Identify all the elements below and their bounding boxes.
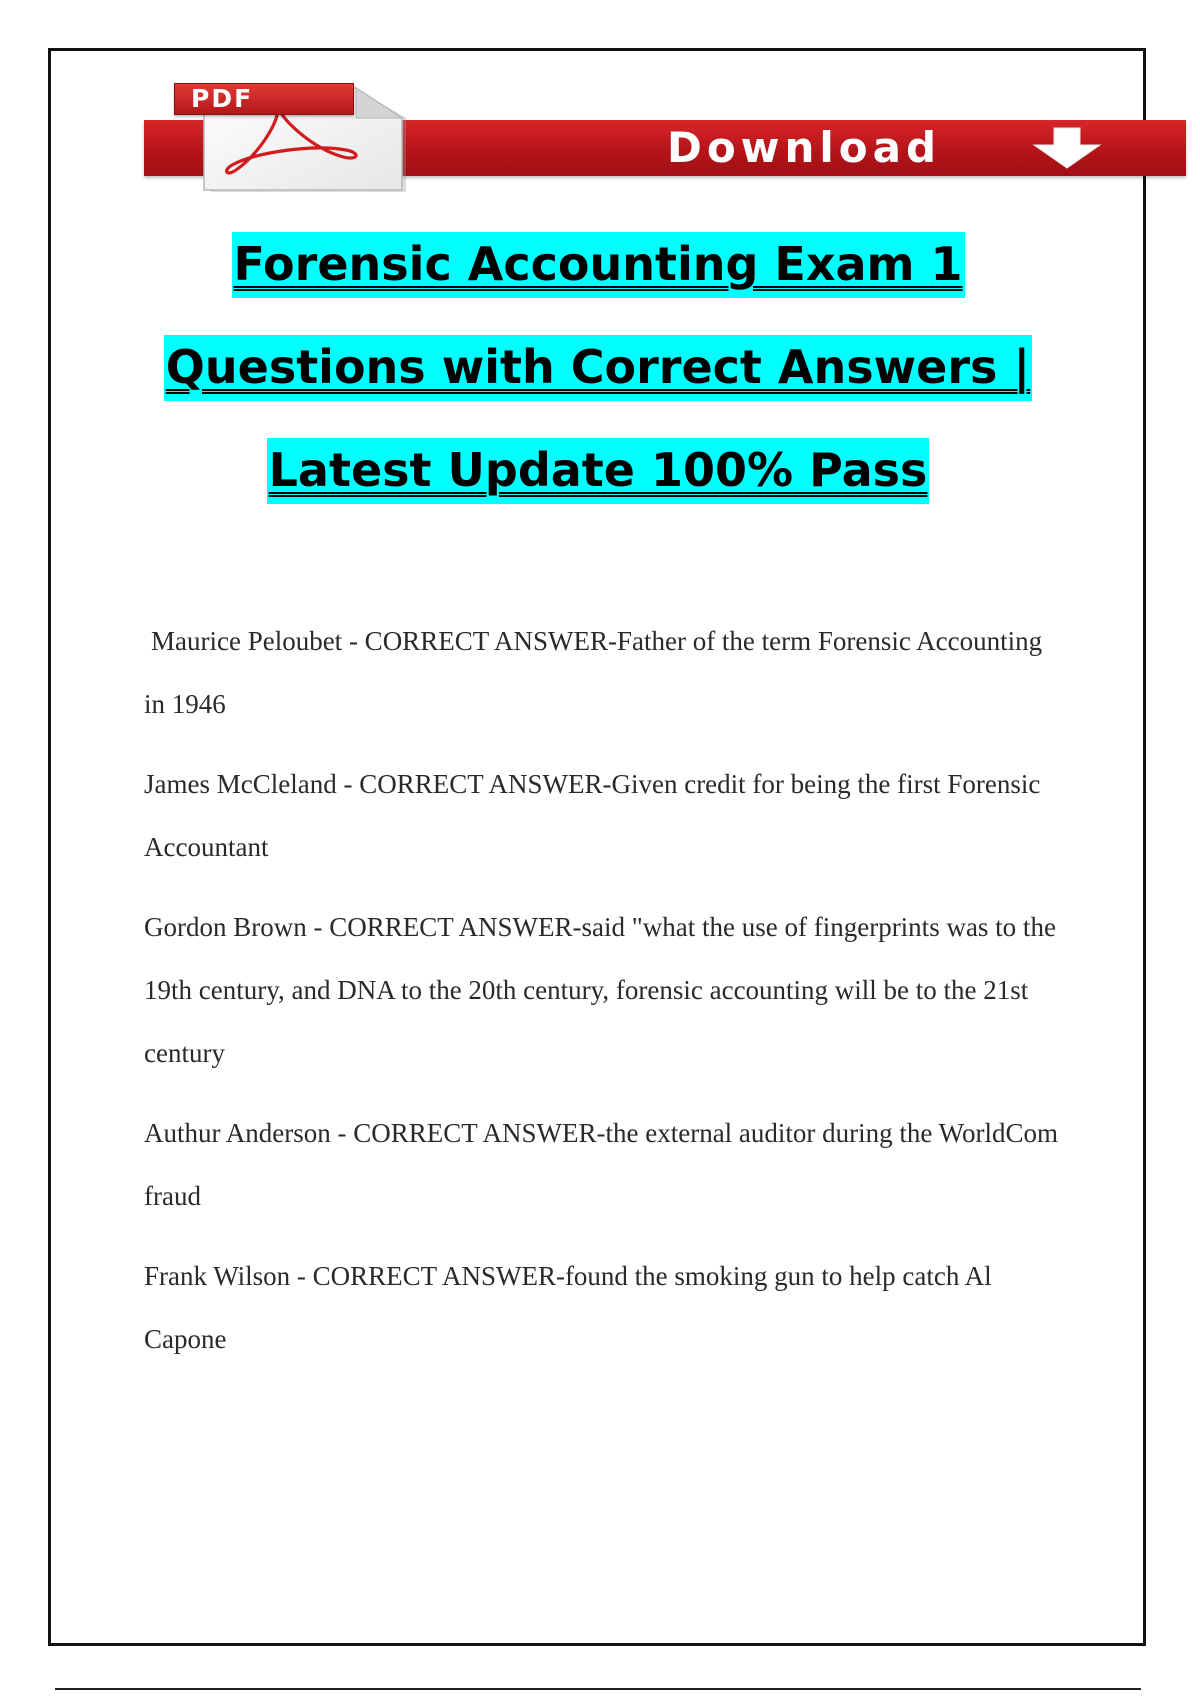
download-label: Download bbox=[666, 123, 942, 172]
download-arrow-icon bbox=[1022, 125, 1112, 171]
qa-item: Authur Anderson - CORRECT ANSWER-the external auditor during the WorldCom fraud bbox=[144, 1118, 1058, 1211]
qa-item: Frank Wilson - CORRECT ANSWER-found the smoking gun to help catch Al Capone bbox=[144, 1261, 992, 1354]
title-line-1: Forensic Accounting Exam 1 bbox=[232, 232, 965, 298]
qa-item: Maurice Peloubet - CORRECT ANSWER-Father of the term Forensic Accounting in 1946 bbox=[144, 626, 1043, 719]
title-line-3: Latest Update 100% Pass bbox=[267, 438, 930, 504]
pdf-file-icon bbox=[174, 78, 406, 192]
title-line bbox=[55, 438, 1141, 541]
bottom-rule bbox=[55, 1688, 1141, 1690]
qa-item: James McCleland - CORRECT ANSWER-Given credit for being the first Forensic Accountant bbox=[144, 769, 1041, 862]
pdf-download-banner[interactable] bbox=[144, 78, 1186, 193]
title-line bbox=[55, 335, 1141, 438]
qa-list bbox=[144, 610, 1064, 1388]
document-title bbox=[55, 232, 1141, 541]
pdf-tag bbox=[174, 83, 354, 115]
qa-item: Gordon Brown - CORRECT ANSWER-said "what the use of fingerprints was to the 19th century, and DNA to the 20th century, forensic accounting will be to the 21st century bbox=[144, 912, 1056, 1068]
pdf-tag-label: PDF bbox=[191, 84, 254, 113]
title-line-2: Questions with Correct Answers | bbox=[164, 335, 1032, 401]
title-line bbox=[55, 232, 1141, 335]
